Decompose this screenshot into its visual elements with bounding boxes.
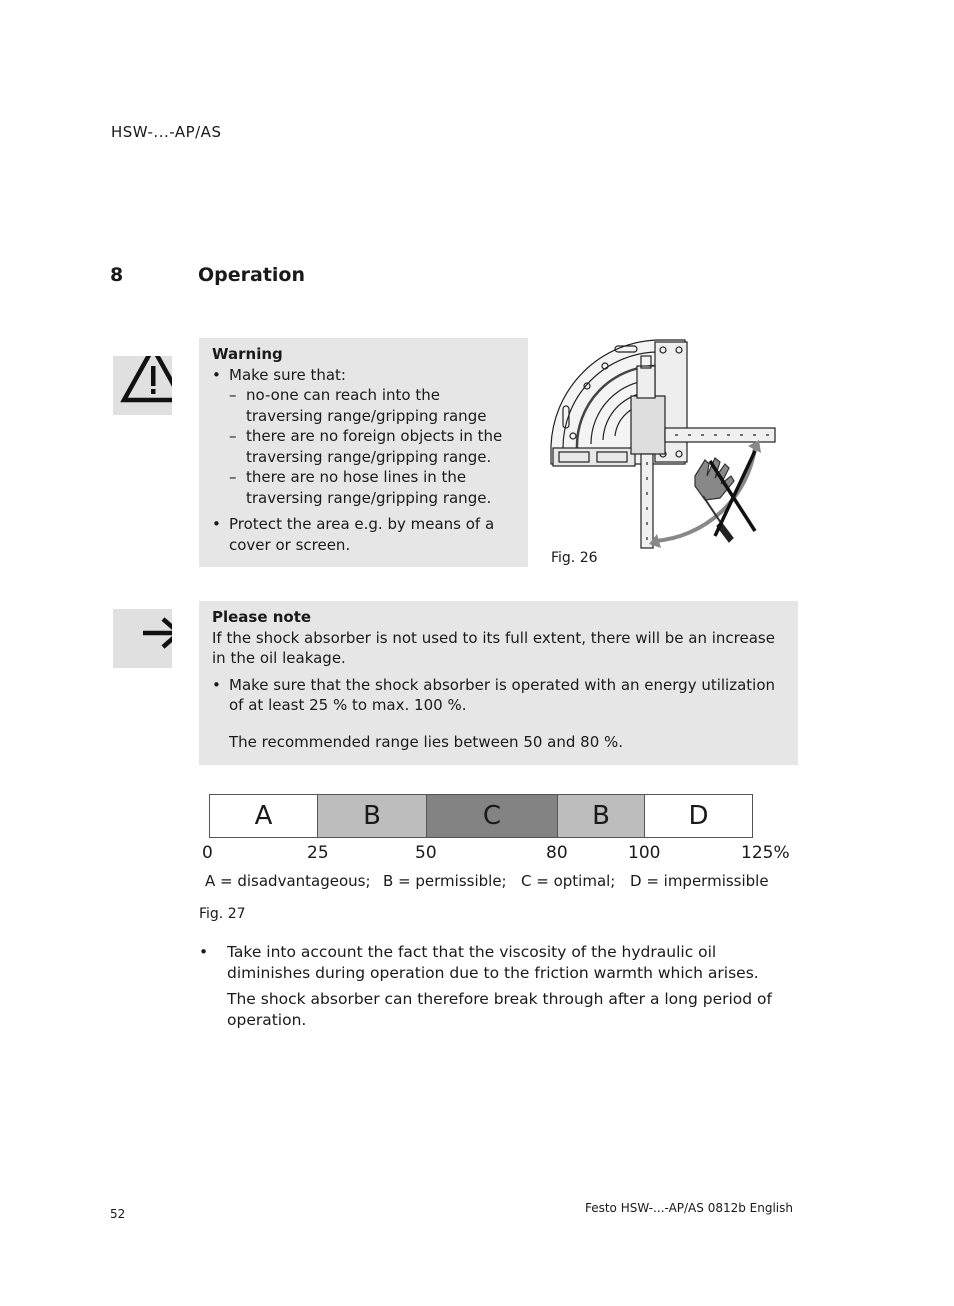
warning-icon-box bbox=[113, 356, 172, 415]
note-panel bbox=[199, 601, 798, 765]
warning-dash-1 bbox=[212, 385, 514, 426]
section-number: 8 bbox=[110, 264, 124, 286]
legend-d: D = impermissible bbox=[630, 872, 769, 890]
legend-c: C = optimal; bbox=[521, 872, 616, 890]
arrow-right-icon bbox=[113, 609, 172, 668]
tick-label: 100 bbox=[628, 843, 661, 863]
warning-bullet-1 bbox=[212, 365, 514, 386]
tick-label: 25 bbox=[307, 843, 329, 863]
segment-b-low: B bbox=[318, 795, 427, 837]
segment-d: D bbox=[645, 795, 752, 837]
warning-dash-2-text: there are no foreign objects in the traversing range/gripping range. bbox=[246, 427, 503, 466]
bullet-marker: • bbox=[212, 675, 221, 694]
segment-b-high: B bbox=[558, 795, 645, 837]
legend-a: A = disadvantageous; bbox=[205, 872, 371, 890]
note-recommended: The recommended range lies between 50 and 80 %. bbox=[229, 732, 624, 751]
utilization-range-bar bbox=[209, 794, 753, 838]
warning-bullet-2 bbox=[212, 514, 514, 555]
warning-dash-3 bbox=[212, 467, 514, 508]
warning-dash-2 bbox=[212, 426, 514, 467]
note-title: Please note bbox=[212, 608, 312, 626]
gripper-illustration bbox=[545, 336, 780, 552]
warning-title: Warning bbox=[212, 345, 283, 363]
tick-label: 80 bbox=[546, 843, 568, 863]
note-bullet-1-text: Make sure that the shock absorber is operated with an energy utilization of at least 25 % to max. 100 %. bbox=[229, 675, 776, 714]
document-header: HSW-...-AP/AS bbox=[111, 123, 222, 141]
segment-c: C bbox=[427, 795, 558, 837]
tick-label: 125% bbox=[741, 843, 790, 863]
footer-doc: Festo HSW-...-AP/AS 0812b English bbox=[584, 1201, 793, 1215]
fig-26-label: Fig. 26 bbox=[551, 550, 598, 566]
tick-label: 50 bbox=[415, 843, 437, 863]
note-intro: If the shock absorber is not used to its full extent, there will be an increase in the oil leakage. bbox=[212, 628, 775, 667]
segment-a: A bbox=[210, 795, 318, 837]
warning-bullet-1-text: Make sure that: bbox=[229, 365, 346, 384]
dash-marker: – bbox=[229, 468, 237, 486]
legend-b: B = permissible; bbox=[383, 872, 507, 890]
note-icon-box bbox=[113, 609, 172, 668]
section-title: Operation bbox=[198, 264, 306, 286]
warning-triangle-icon bbox=[113, 356, 172, 415]
bullet-marker: • bbox=[212, 365, 221, 384]
warning-panel bbox=[199, 338, 528, 567]
dash-marker: – bbox=[229, 386, 237, 404]
warning-bullet-2-text: Protect the area e.g. by means of a cover or screen. bbox=[229, 515, 495, 554]
body-bullet-marker: • bbox=[199, 943, 209, 961]
dash-marker: – bbox=[229, 427, 237, 445]
body-bullet-1: Take into account the fact that the viscosity of the hydraulic oil diminishes during operation due to the friction warmth which arises. bbox=[227, 943, 759, 982]
bullet-marker: • bbox=[212, 515, 221, 533]
body-follow-text: The shock absorber can therefore break through after a long period of operation. bbox=[227, 990, 772, 1029]
tick-label: 0 bbox=[202, 843, 213, 863]
note-bullet-1 bbox=[212, 675, 790, 716]
warning-dash-3-text: there are no hose lines in the traversing range/gripping range. bbox=[246, 468, 492, 507]
fig-27-label: Fig. 27 bbox=[199, 906, 246, 922]
page-number: 52 bbox=[110, 1207, 126, 1221]
warning-dash-1-text: no-one can reach into the traversing range/gripping range bbox=[246, 386, 487, 425]
